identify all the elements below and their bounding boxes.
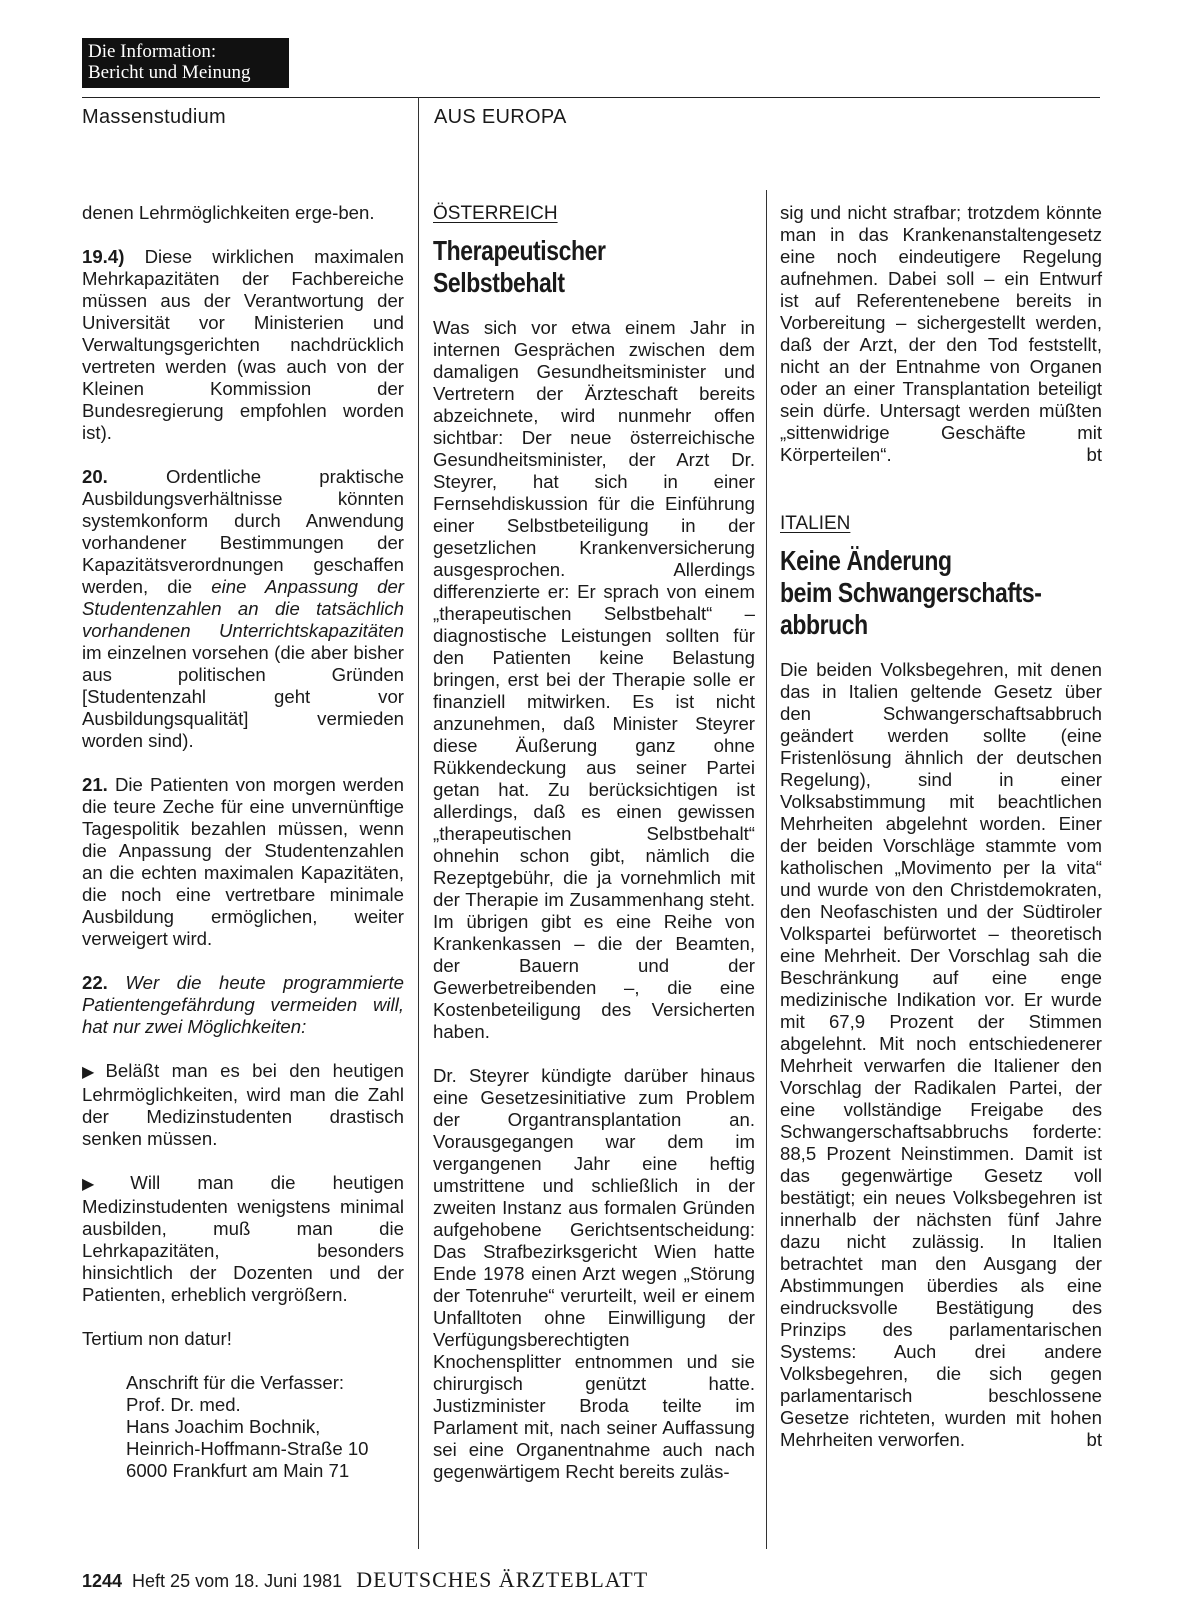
column-middle xyxy=(433,202,755,1505)
paragraph-20-text-a: Ordentliche praktische Ausbildungsverhältnisse könnten systemkonform durch Anwendung vorhandener Bestimmungen der Kapazitätsverordnungen geschaffen werden, die xyxy=(82,466,404,597)
paragraph-20-text-b: im einzelnen vorsehen (die aber bisher aus politischen Gründen [Studentenzahl geht vor Ausbildungsqualität] vermieden worden sind). xyxy=(82,642,404,751)
article-2-country: ITALIEN xyxy=(780,513,851,534)
article-2-signature: bt xyxy=(1086,1429,1102,1450)
issue-info: Heft 25 vom 18. Juni 1981 xyxy=(132,1571,343,1591)
paragraph-intro: denen Lehrmöglichkeiten erge-ben. xyxy=(82,202,375,223)
address-line: Heinrich-Hoffmann-Straße 10 xyxy=(126,1438,369,1459)
article-1-signature: bt xyxy=(1086,444,1102,465)
article-1-paragraph-1: Was sich vor etwa einem Jahr in internen Gesprächen zwischen dem damaligen Gesundheitsminister und Vertretern der Ärzteschaft bereits abzeichnete, wird nunmehr offen sichtbar: Der neue österreichische Gesundheitsminister, der Arzt Dr. Steyrer, hat sich in einer Fernsehdiskussion für die Einführung einer Selbstbeteiligung in der gesetzlichen Krankenversicherung ausgesprochen. Allerdings differenzierte er: Er sprach von einem „therapeutischen Selbstbehalt“ – diagnostische Leistungen sollten für den Patienten keine Belastung bringen, erst bei der Therapie solle er finanziell mitwirken. Es ist nicht anzunehmen, daß Minister Steyrer diese Äußerung ganz ohne Rükkendeckung aus seiner Partei getan hat. Zu berücksichtigen ist allerdings, daß es einen gewissen „therapeutischen Selbstbehalt“ ohnehin schon gibt, nämlich die Rezeptgebühr, die ja vornehmlich mit der Therapie im Zusammenhang steht. Im übrigen gibt es eine Reihe von Krankenkassen – die der Beamten, der Bauern und der Gewerbetreibenden –, die eine Kostenbeteiligung des Versicherten haben. xyxy=(433,317,755,1042)
column-divider-2 xyxy=(766,190,767,1549)
paragraph-19-text: Diese wirklichen maximalen Mehrkapazitäten der Fachbereiche müssen aus der Verantwortung der Universität vor Ministerien und Verwaltungsgerichten nachdrücklich vertreten werden (was auch von der Kleinen Kommission der Bundesregierung empfohlen worden ist). xyxy=(82,246,404,443)
address-line: Anschrift für die Verfasser: xyxy=(126,1372,345,1393)
section-title-left: Massenstudium xyxy=(82,106,226,128)
article-2-headline xyxy=(780,545,1110,641)
column-right xyxy=(780,202,1102,1451)
paragraph-20-emphasis: eine Anpassung der Studentenzahlen an die tatsächlich vorhandenen Unterrichtskapazitäten xyxy=(82,576,404,641)
section-badge xyxy=(82,38,289,88)
page-number: 1244 xyxy=(82,1571,123,1591)
magazine-name: DEUTSCHES ÄRZTEBLATT xyxy=(356,1567,649,1592)
paragraph-22-number: 22. xyxy=(82,972,108,993)
triangle-bullet-icon: ▶ xyxy=(82,1064,102,1081)
bullet-item-2 xyxy=(82,1172,404,1306)
article-2-headline-line-3: abbruch xyxy=(780,609,868,640)
bullet-item-1-text: Beläßt man es bei den heutigen Lehrmöglichkeiten, wird man die Zahl der Medizinstudenten drastisch senken müssen. xyxy=(82,1060,404,1149)
paragraph-21-number: 21. xyxy=(82,774,108,795)
address-line: 6000 Frankfurt am Main 71 xyxy=(126,1460,350,1481)
article-2-headline-line-1: Keine Änderung xyxy=(780,545,952,576)
triangle-bullet-icon: ▶ xyxy=(82,1176,127,1193)
section-title-right: AUS EUROPA xyxy=(434,106,567,128)
badge-line-1: Die Information: xyxy=(88,41,217,62)
closing-line: Tertium non datur! xyxy=(82,1328,232,1349)
header-rule xyxy=(82,97,1100,98)
paragraph-20-number: 20. xyxy=(82,466,108,487)
author-address xyxy=(126,1372,404,1482)
bullet-item-1 xyxy=(82,1060,404,1150)
paragraph-19-number: 19.4) xyxy=(82,246,125,267)
article-1-headline-line-2: Selbstbehalt xyxy=(433,267,565,298)
column-left xyxy=(82,202,404,1482)
article-1-paragraph-2: Dr. Steyrer kündigte darüber hinaus eine Gesetzesinitiative zum Problem der Organtransplantation an. Vorausgegangen war dem im vergangenen Jahr eine heftig umstrittene und schließlich in der zweiten Instanz aus formalen Gründen aufgehobene Gerichtsentscheidung: Das Strafbezirksgericht Wien hatte Ende 1978 einen Arzt wegen „Störung der Totenruhe“ verurteilt, weil er einem Unfalltoten ohne Einwilligung der Verfügungsberechtigten Knochensplitter entnommen und sie chirurgisch genützt hatte. Justizminister Broda teilte im Parlament mit, nach seiner Auffassung sei eine Organentnahme auch nach gegenwärtigem Recht bereits zuläs- xyxy=(433,1065,755,1482)
article-1-headline-line-1: Therapeutischer xyxy=(433,235,606,266)
bullet-item-2-text: Will man die heutigen Medizinstudenten wenigstens minimal ausbilden, muß man die Lehrkapazitäten, besonders hinsichtlich der Dozenten und der Patienten, erheblich vergrößern. xyxy=(82,1172,404,1305)
paragraph-21 xyxy=(82,774,404,950)
paragraph-22 xyxy=(82,972,404,1038)
column-divider-1 xyxy=(418,97,419,1549)
article-1-paragraph-3: sig und nicht strafbar; trotzdem könnte man in das Krankenanstaltengesetz eine noch eindeutigere Regelung aufnehmen. Dabei soll – ein Entwurf ist auf Referentenebene bereits in Vorbereitung – sichergestellt werden, daß der Arzt, der den Tod feststellt, nicht an der Entnahme von Organen oder an einer Transplantation beteiligt sein dürfe. Untersagt werden müßten „sittenwidrige Geschäfte mit Körperteilen“. xyxy=(780,202,1102,465)
paragraph-22-text: Wer die heute programmierte Patientengefährdung vermeiden will, hat nur zwei Möglichkeiten: xyxy=(82,972,404,1037)
paragraph-19 xyxy=(82,246,404,444)
paragraph-21-text: Die Patienten von morgen werden die teure Zeche für eine unvernünftige Tagespolitik bezahlen müssen, wenn die Anpassung der Studentenzahlen an die echten maximalen Kapazitäten, die noch eine vertretbare minimale Ausbildung ermöglichen, weiter verweigert wird. xyxy=(82,774,404,949)
article-1-country: ÖSTERREICH xyxy=(433,203,558,224)
address-line: Hans Joachim Bochnik, xyxy=(126,1416,321,1437)
address-line: Prof. Dr. med. xyxy=(126,1394,241,1415)
paragraph-20 xyxy=(82,466,404,752)
badge-line-2: Bericht und Meinung xyxy=(88,62,251,83)
article-1-headline xyxy=(433,235,763,299)
article-2-paragraph-1: Die beiden Volksbegehren, mit denen das in Italien geltende Gesetz über den Schwangerschaftsabbruch geändert werden sollte (eine Fristenlösung ähnlich der deutschen Regelung), sind in einer Volksabstimmung mit beachtlichen Mehrheiten abgelehnt worden. Einer der beiden Vorschläge stammte vom katholischen „Movimento per la vita“ und wurde von den Christdemokraten, den Neofaschisten und der Südtiroler Volkspartei befürwortet – theoretisch eine Mehrheit. Der Vorschlag sah die Beschränkung auf eine enge medizinische Indikation vor. Er wurde mit 67,9 Prozent der Stimmen abgelehnt. Mit noch entschiedenerer Mehrheit verwarfen die Italiener den Vorschlag der Radikalen Partei, der eine vollständige Freigabe des Schwangerschaftsabbruchs forderte: 88,5 Prozent Neinstimmen. Damit ist das gegenwärtige Gesetz voll bestätigt; ein neues Volksbegehren ist innerhalb der nächsten fünf Jahre dazu nicht zulässig. In Italien betrachtet man den Ausgang der Abstimmungen überdies als eine eindrucksvolle Bestätigung des Prinzips des parlamentarischen Systems: Auch drei andere Volksbegehren, die sich gegen parlamentarisch beschlossene Gesetze richteten, wurden mit hohen Mehrheiten verworfen. xyxy=(780,659,1102,1450)
article-2-headline-line-2: beim Schwangerschafts- xyxy=(780,577,1042,608)
page-footer xyxy=(82,1567,648,1593)
